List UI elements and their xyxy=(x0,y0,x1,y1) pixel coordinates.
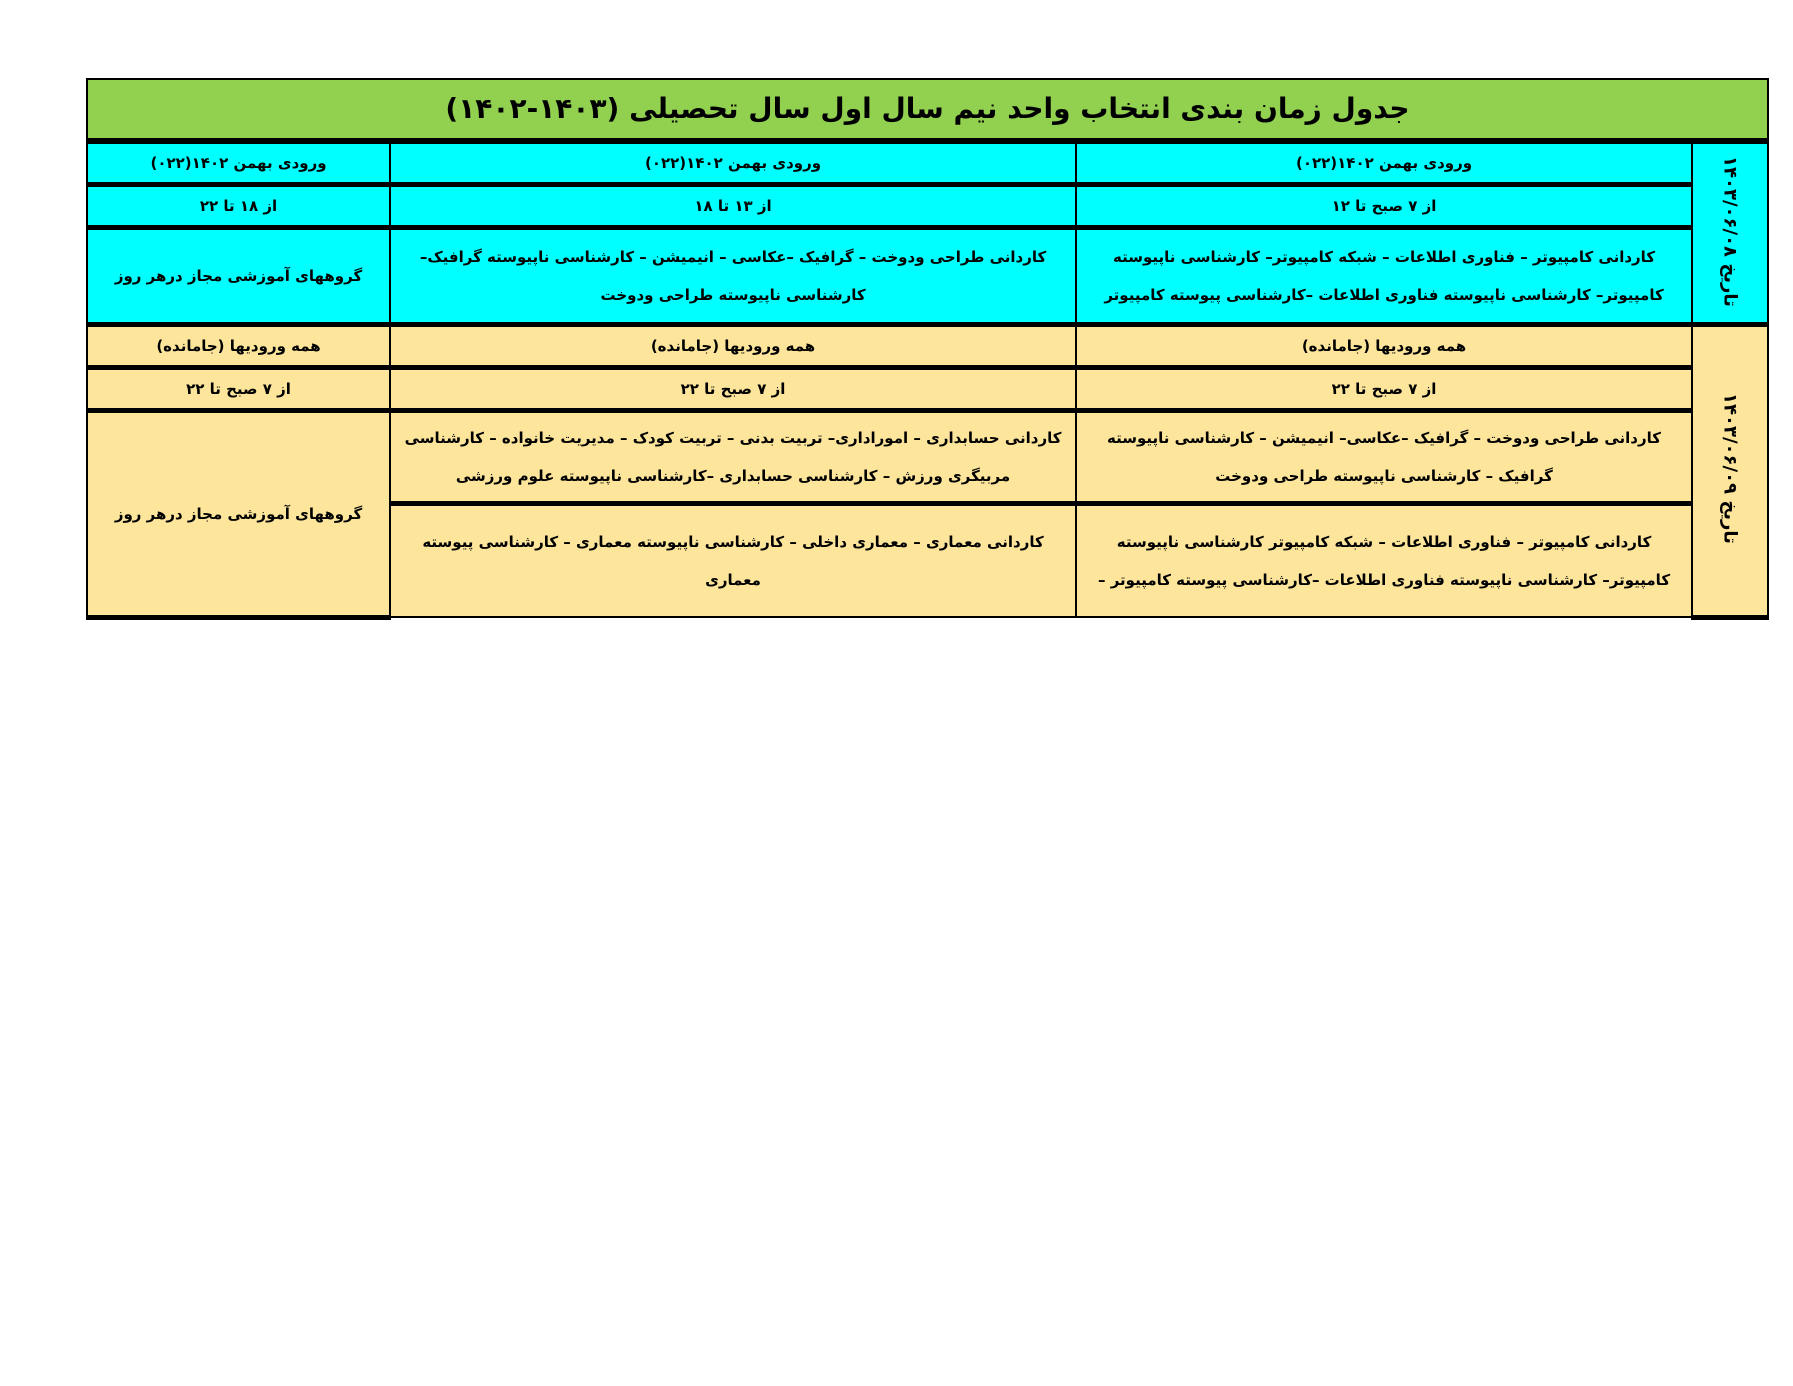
schedule-table xyxy=(86,78,1769,620)
day1-entry-col1: ورودی بهمن ۱۴۰۲(۰۲۲) xyxy=(1076,141,1692,185)
day1-groups-col2: کاردانی طراحی ودوخت – گرافیک –عکاسی – انیمیشن – کارشناسی ناپیوسته گرافیک– کارشناسی ناپیوسته طراحی ودوخت xyxy=(390,228,1076,325)
day1-time-col2: از ۱۳ تا ۱۸ xyxy=(390,185,1076,228)
day1-date: تاریخ ۱۴۰۳/۰۶/۰۸ xyxy=(1719,155,1741,307)
day1-groups-row xyxy=(87,228,1768,325)
day1-time-col3: از ۱۸ تا ۲۲ xyxy=(87,185,390,228)
day2-entry-row xyxy=(87,325,1768,368)
day2-entry-col3: همه ورودیها (جامانده) xyxy=(87,325,390,368)
day2-groups-col1-a: کاردانی طراحی ودوخت – گرافیک –عکاسی– انیمیشن – کارشناسی ناپیوسته گرافیک – کارشناسی ناپیوسته طراحی ودوخت xyxy=(1076,411,1692,504)
day2-groups-col3: گروههای آموزشی مجاز درهر روز xyxy=(87,411,390,618)
day1-time-row xyxy=(87,185,1768,228)
day2-groups-col1-b: کاردانی کامپیوتر – فناوری اطلاعات – شبکه کامپیوتر کارشناسی ناپیوسته کامپیوتر– کارشناسی ناپیوسته فناوری اطلاعات –کارشناسی پیوسته کامپیوتر – xyxy=(1076,504,1692,618)
day2-time-col2: از ۷ صبح تا ۲۲ xyxy=(390,368,1076,411)
day2-groups-row-a xyxy=(87,411,1768,504)
title-row xyxy=(87,79,1768,141)
day2-date-cell xyxy=(1692,325,1768,618)
day2-time-col1: از ۷ صبح تا ۲۲ xyxy=(1076,368,1692,411)
day2-entry-col1: همه ورودیها (جامانده) xyxy=(1076,325,1692,368)
day1-time-col1: از ۷ صبح تا ۱۲ xyxy=(1076,185,1692,228)
day1-date-cell xyxy=(1692,141,1768,325)
day1-entry-row xyxy=(87,141,1768,185)
day1-groups-col3: گروههای آموزشی مجاز درهر روز xyxy=(87,228,390,325)
day1-groups-col1: کاردانی کامپیوتر – فناوری اطلاعات – شبکه کامپیوتر– کارشناسی ناپیوسته کامپیوتر– کارشناسی ناپیوسته فناوری اطلاعات –کارشناسی پیوسته کامپیوتر xyxy=(1076,228,1692,325)
table-title: جدول زمان بندی انتخاب واحد نیم سال اول سال تحصیلی (۱۴۰۳-۱۴۰۲) xyxy=(87,79,1768,141)
day1-entry-col3: ورودی بهمن ۱۴۰۲(۰۲۲) xyxy=(87,141,390,185)
day2-entry-col2: همه ورودیها (جامانده) xyxy=(390,325,1076,368)
day2-time-row xyxy=(87,368,1768,411)
day1-entry-col2: ورودی بهمن ۱۴۰۲(۰۲۲) xyxy=(390,141,1076,185)
day2-time-col3: از ۷ صبح تا ۲۲ xyxy=(87,368,390,411)
day2-groups-col2-b: کاردانی معماری – معماری داخلی – کارشناسی ناپیوسته معماری – کارشناسی پیوسته معماری xyxy=(390,504,1076,618)
day2-groups-col2-a: کاردانی حسابداری – امورادارى– تربیت بدنی – تربیت کودک – مدیریت خانواده – کارشناسی مربیگری ورزش – کارشناسی حسابداری –کارشناسی ناپیوسته علوم ورزشی xyxy=(390,411,1076,504)
day2-date: تاریخ ۱۴۰۳/۰۶/۰۹ xyxy=(1719,393,1741,545)
